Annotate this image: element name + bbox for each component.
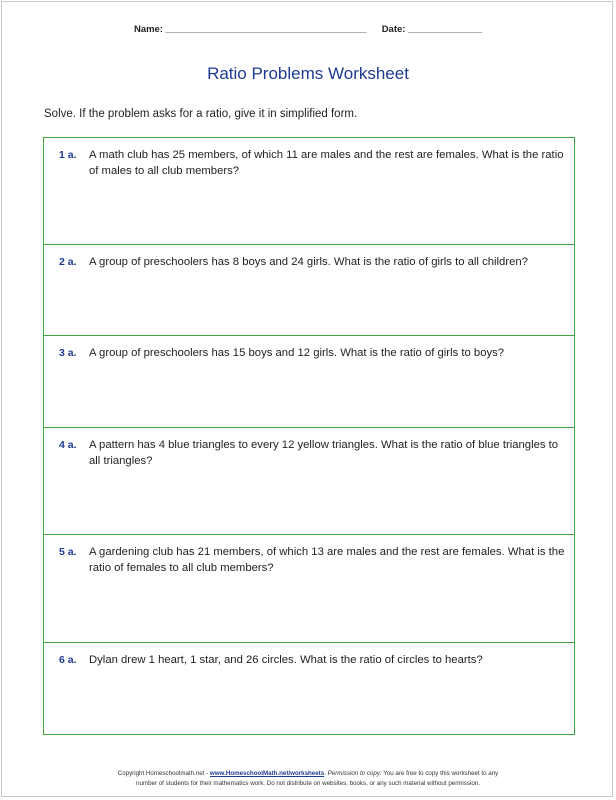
problem-row: [44, 138, 574, 245]
problem-number: 1 a.: [59, 149, 77, 161]
problem-text: A pattern has 4 blue triangles to every 12 yellow triangles. What is the ratio of blue triangles to all triangles?: [89, 439, 559, 467]
footer-site-link[interactable]: www.HomeschoolMath.net/worksheets: [209, 770, 325, 777]
problem-row: [44, 336, 574, 428]
footer-permission-label: Permission to copy:: [327, 770, 382, 777]
footer-line-2: number of students for their mathematics work. Do not distribute on websites, books, or any such material without permission.: [136, 780, 480, 787]
problem-number: 4 a.: [59, 439, 77, 451]
problems-box: [43, 137, 575, 735]
date-field: ______________: [408, 24, 483, 35]
instructions: Solve. If the problem asks for a ratio, give it in simplified form.: [44, 108, 358, 120]
problem-text: Dylan drew 1 heart, 1 star, and 26 circles. What is the ratio of circles to hearts?: [89, 654, 483, 666]
problem-number: 3 a.: [59, 347, 77, 359]
problem-number: 2 a.: [59, 256, 77, 268]
footer-permission-text: You are free to copy this worksheet to any: [383, 770, 499, 777]
problem-row: [44, 535, 574, 643]
name-field: ______________________________________: [165, 24, 367, 35]
worksheet-title: Ratio Problems Worksheet: [207, 64, 409, 83]
problem-text: A math club has 25 members, of which 11 are males and the rest are females. What is the ratio of males to all club members?: [89, 149, 564, 177]
problem-text: A group of preschoolers has 15 boys and 12 girls. What is the ratio of girls to boys?: [89, 347, 505, 359]
problem-text: A gardening club has 21 members, of which 13 are males and the rest are females. What is the ratio of females to all club members?: [89, 546, 565, 574]
problem-row: [44, 428, 574, 535]
problem-number: 6 a.: [59, 654, 77, 666]
name-date-line: [0, 24, 616, 35]
date-label: Date:: [381, 24, 406, 35]
problem-number: 5 a.: [59, 546, 77, 558]
name-label: Name:: [133, 24, 163, 35]
footer: Copyright Homeschoolmath.net - www.HomeschoolMath.net/worksheets. Permission to copy: You are free to copy this worksheet to any number of students for their mathematics work. Do not distribute on websites, books, or any such material without permission.: [0, 769, 616, 789]
problem-row: [44, 245, 574, 336]
problem-row: [44, 643, 574, 734]
footer-copyright: Copyright Homeschoolmath.net -: [117, 770, 209, 777]
problem-text: A group of preschoolers has 8 boys and 24 girls. What is the ratio of girls to all children?: [89, 256, 528, 268]
